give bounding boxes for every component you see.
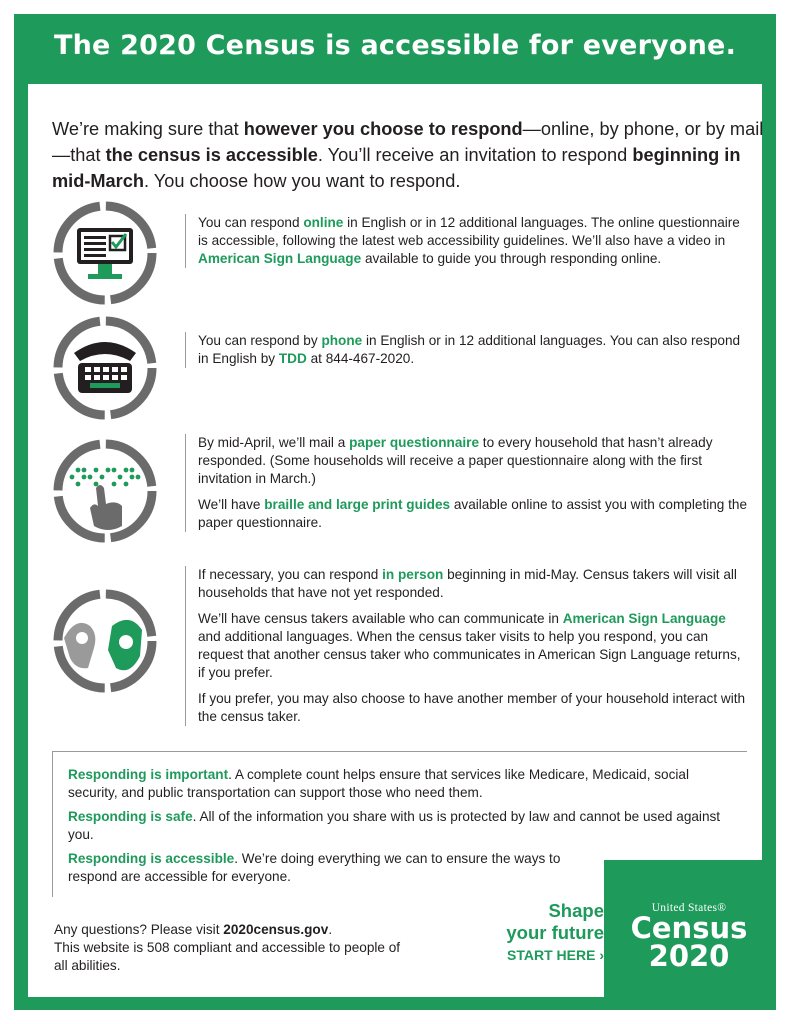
accessible-heading: Responding is accessible	[68, 851, 235, 866]
intro-text: . You’ll receive an invitation to respond	[317, 145, 633, 165]
telephone-keypad-icon	[50, 313, 160, 423]
computer-questionnaire-icon	[50, 198, 160, 308]
shape-your-future	[474, 900, 604, 966]
person-text: beginning in mid-May. Census takers will visit all households that have not yet responded.	[198, 567, 737, 600]
paper-questionnaire-highlight: paper questionnaire	[349, 435, 480, 450]
intro-text: —online, by phone, or by mail—that	[52, 119, 764, 165]
census-website-link[interactable]: 2020census.gov	[223, 922, 329, 937]
page-title: The 2020 Census is accessible for everyone.	[53, 30, 737, 61]
logo-year: 2020	[648, 939, 730, 973]
start-here-link[interactable]: START HERE ›	[507, 947, 604, 963]
person-text: We’ll have census takers available who can communicate in	[198, 611, 563, 626]
logo-census: Census	[630, 911, 748, 945]
compliance-text: This website is 508 compliant and accessible to people of all abilities.	[54, 940, 401, 973]
asl-highlight: American Sign Language	[562, 611, 726, 626]
intro-paragraph	[52, 116, 764, 194]
questions-period: .	[328, 922, 333, 937]
intro-bold: beginning in mid-March	[52, 145, 741, 191]
intro-text: . You choose how you want to respond.	[143, 171, 461, 191]
in-person-highlight: in person	[382, 567, 444, 582]
person-text: and additional languages. When the census taker visits to help you respond, you can request that another census taker who communicates in American Sign Language returns, if you prefer.	[198, 629, 741, 680]
mail-text: By mid-April, we’ll mail a	[198, 435, 350, 450]
safe-heading: Responding is safe	[68, 809, 193, 824]
online-description	[185, 214, 750, 268]
phone-text: You can respond by	[198, 333, 322, 348]
online-highlight: online	[303, 215, 344, 230]
phone-description	[185, 332, 750, 368]
poster-frame	[14, 14, 776, 1010]
person-text: If necessary, you can respond	[198, 567, 383, 582]
phone-highlight: phone	[321, 333, 363, 348]
phone-text: in English or in 12 additional languages. You can also respond in English by	[198, 333, 741, 366]
responding-important	[68, 766, 732, 802]
responding-accessible	[68, 850, 590, 886]
important-heading: Responding is important	[68, 767, 229, 782]
responding-safe	[68, 808, 732, 844]
mail-text: We’ll have	[198, 497, 265, 512]
questions-text	[54, 921, 414, 975]
person-text: If you prefer, you may also choose to have another member of your household interact with the census taker.	[198, 691, 746, 724]
intro-bold: however you choose to respond	[243, 119, 523, 139]
questions-line: Any questions? Please visit	[54, 922, 224, 937]
important-text: . A complete count helps ensure that services like Medicare, Medicaid, social security, and public transportation can support those who need them.	[68, 767, 690, 800]
shape-line: Shape	[548, 900, 604, 921]
braille-highlight: braille and large print guides	[264, 497, 451, 512]
accessible-text: . We’re doing everything we can to ensure the ways to respond are accessible for everyone.	[68, 851, 561, 884]
mail-description	[185, 434, 750, 532]
online-text: You can respond	[198, 215, 304, 230]
mail-text: available online to assist you with completing the paper questionnaire.	[198, 497, 748, 530]
intro-bold: the census is accessible	[105, 145, 318, 165]
mail-text: to every household that hasn’t already responded. (Some households will receive a paper questionnaire along with the first invitation in March.)	[198, 435, 713, 486]
logo-united-states: United States®	[651, 902, 727, 914]
tdd-highlight: TDD	[278, 351, 307, 366]
intro-text: We’re making sure that	[52, 119, 244, 139]
online-text: available to guide you through responding online.	[361, 251, 662, 266]
asl-highlight: American Sign Language	[198, 251, 362, 266]
phone-text: at 844-467-2020.	[306, 351, 415, 366]
braille-reading-hand-icon	[50, 436, 160, 546]
sign-language-hands-icon	[50, 586, 160, 696]
safe-text: . All of the information you share with us is protected by law and cannot be used against you.	[68, 809, 721, 842]
online-text: in English or in 12 additional languages. The online questionnaire is accessible, following the latest web accessibility guidelines. We’ll also have a video in	[198, 215, 740, 248]
in-person-description	[185, 566, 750, 726]
census-2020-logo	[609, 902, 769, 973]
future-line: your future	[506, 922, 604, 943]
